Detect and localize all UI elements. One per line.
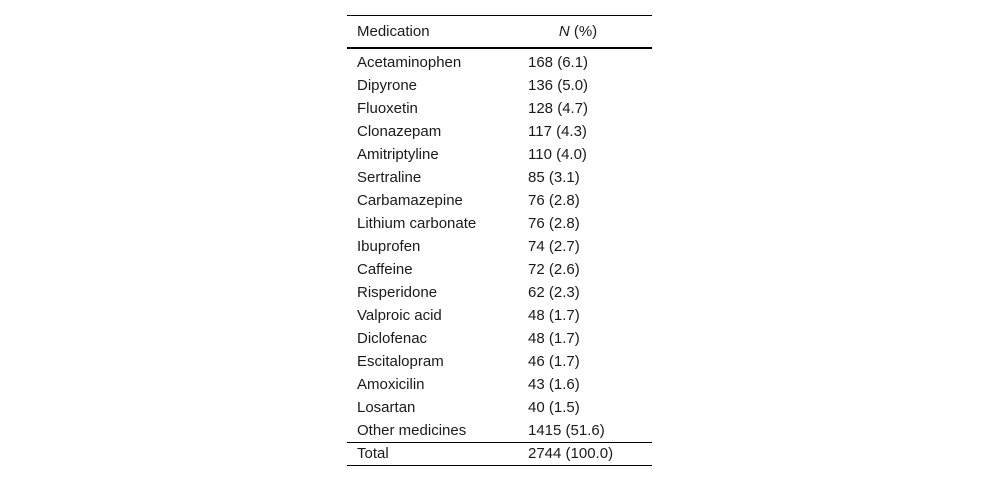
n-percent-cell: 1415 (51.6) — [528, 422, 605, 439]
medication-cell: Losartan — [357, 399, 416, 416]
table-row — [347, 97, 652, 120]
table-row — [347, 258, 652, 281]
header-n-percent — [528, 16, 652, 49]
medication-cell: Ibuprofen — [357, 238, 421, 255]
medication-cell: Carbamazepine — [357, 192, 463, 209]
medication-cell: Acetaminophen — [357, 54, 462, 71]
header-percent-label: (%) — [569, 23, 598, 40]
medication-cell: Clonazepam — [357, 123, 442, 140]
table-row — [347, 212, 652, 235]
total-value: 2744 (100.0) — [528, 445, 614, 462]
header-n-symbol: N — [558, 23, 570, 40]
medication-cell: Amoxicilin — [357, 376, 425, 393]
n-percent-cell: 76 (2.8) — [528, 192, 580, 209]
table-row — [347, 48, 652, 74]
table-body — [347, 48, 652, 466]
table-row — [347, 373, 652, 396]
table-row — [347, 74, 652, 97]
table-row — [347, 235, 652, 258]
n-percent-cell: 62 (2.3) — [528, 284, 580, 301]
total-label: Total — [357, 445, 389, 462]
header-medication: Medication — [357, 23, 430, 40]
n-percent-cell: 43 (1.6) — [528, 376, 580, 393]
n-percent-cell: 72 (2.6) — [528, 261, 580, 278]
n-percent-cell: 85 (3.1) — [528, 169, 580, 186]
medication-cell: Caffeine — [357, 261, 413, 278]
n-percent-cell: 128 (4.7) — [528, 100, 589, 117]
medication-cell: Diclofenac — [357, 330, 428, 347]
n-percent-cell: 110 (4.0) — [528, 146, 587, 163]
medication-cell: Valproic acid — [357, 307, 442, 324]
n-percent-cell: 136 (5.0) — [528, 77, 589, 94]
n-percent-cell: 48 (1.7) — [528, 307, 580, 324]
table-header — [347, 16, 652, 49]
n-percent-cell: 74 (2.7) — [528, 238, 580, 255]
medication-cell: Fluoxetin — [357, 100, 418, 117]
n-percent-cell: 168 (6.1) — [528, 54, 589, 71]
table-row — [347, 166, 652, 189]
medication-cell: Risperidone — [357, 284, 438, 301]
table-row — [347, 189, 652, 212]
table-row — [347, 350, 652, 373]
table-row — [347, 120, 652, 143]
table-row — [347, 143, 652, 166]
table-row — [347, 281, 652, 304]
medication-table-container — [347, 15, 652, 466]
n-percent-cell: 40 (1.5) — [528, 399, 580, 416]
table-row — [347, 419, 652, 443]
medication-cell: Dipyrone — [357, 77, 418, 94]
table-row — [347, 304, 652, 327]
n-percent-cell: 117 (4.3) — [528, 123, 587, 140]
medication-cell: Sertraline — [357, 169, 422, 186]
table-row — [347, 396, 652, 419]
table-row — [347, 327, 652, 350]
header-row — [347, 16, 652, 49]
n-percent-cell: 76 (2.8) — [528, 215, 580, 232]
total-row — [347, 443, 652, 466]
n-percent-cell: 48 (1.7) — [528, 330, 580, 347]
medication-table — [347, 15, 652, 466]
n-percent-cell: 46 (1.7) — [528, 353, 580, 370]
medication-cell: Escitalopram — [357, 353, 444, 370]
medication-cell: Lithium carbonate — [357, 215, 477, 232]
medication-cell: Other medicines — [357, 422, 467, 439]
medication-cell: Amitriptyline — [357, 146, 439, 163]
